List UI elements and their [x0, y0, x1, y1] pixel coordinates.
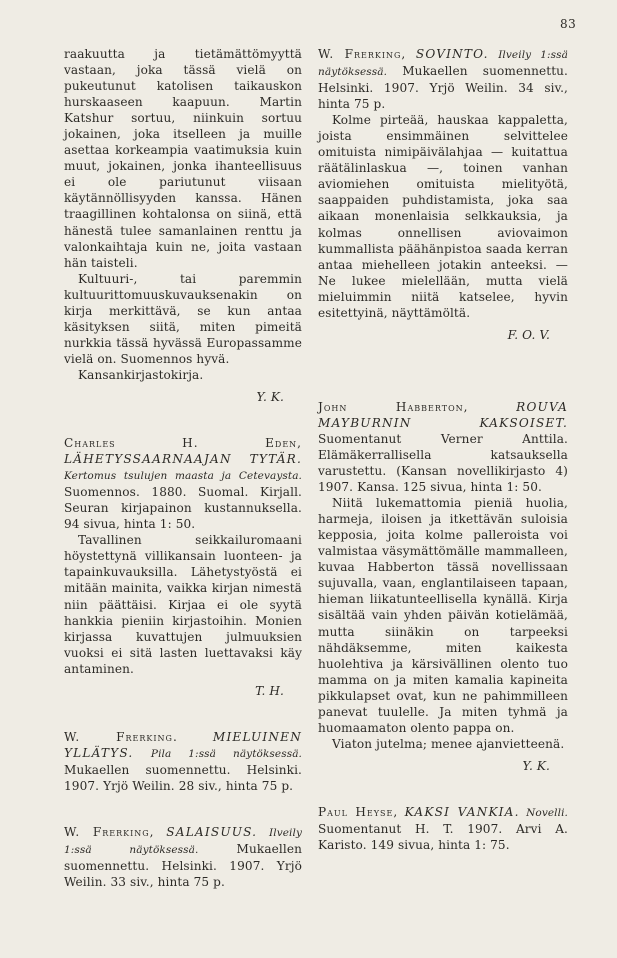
review-title: SALAISUUS.	[166, 824, 258, 839]
review-subtitle: Kertomus tsulujen maasta ja Cetevaysta.	[64, 470, 302, 483]
review-details: Mukaellen suomennettu. Helsinki. 1907. Yrjö Weilin. 28 siv., hinta 75 p.	[64, 762, 302, 793]
review-author: W. Frerking.	[64, 729, 178, 744]
review-sovinto-header	[318, 46, 568, 112]
review-author: Charles H. Eden,	[64, 436, 302, 451]
review-author: W. Frerking,	[64, 824, 155, 839]
review-heyse-header	[318, 804, 568, 853]
review-title: SOVINTO.	[415, 47, 489, 61]
review-habberton-signature: Y. K.	[522, 758, 550, 773]
review-habberton-body: Niitä lukemattomia pieniä huolia, harmeja, iloisen ja itkettävän suloisia kepposia, joita kolme palleroista voi valmistaa väsymättömälle mammalleen, kuvaa Habberton tässä novellissaan sujuvalla, vaan, englantilaiseen tapaan, hieman liikatunteellisella kynällä. Kirja sisältää vain yhden päivän kotielämää, mutta siinäkin on tarpeeksi nähdäksemme, miten kaikesta huolehtiva ja kärsivällinen olento tuo mamma on ja miten kamalia kapineita pikkulapset ovat, kun ne pahimmilleen panevat tuulelle. Ja miten tyhmä ja huomaamaton olento pappa on.	[318, 496, 568, 735]
review-title: MIELUINEN YLLÄTYS.	[64, 729, 302, 760]
review-details: Suomentanut H. T. 1907. Arvi A. Karisto. 149 sivua, hinta 1: 75.	[318, 821, 568, 853]
review-salaisuus-header	[64, 824, 302, 890]
review-mieluinen-header	[64, 729, 302, 794]
review-eden-header	[64, 435, 302, 532]
review-sovinto-signature: F. O. V.	[507, 327, 550, 342]
review-subtitle: Pila 1:ssä näytöksessä.	[150, 747, 302, 760]
review-habberton-body-2: Viaton jutelma; menee ajanvietteenä.	[332, 736, 565, 751]
review-sovinto-body: Kolme pirteää, hauskaa kappaletta, joista ensimmäinen selvittelee omituista nimipäivälahjaa — kuitattua räätälinlaskua —, toinen vanhan aviomiehen omituista mielityötä, saappaiden puhdistamista, joka saa aikaan monenlaisia selkkauksia, ja kolmas onnellisen aviovaimon kummallista päähänpistoa saada kerran antaa miehelleen jotakin anteeksi. — Ne lukee mielellään, mutta vielä mieluimmin niitä katselee, hyvin esitettyinä, näyttämöltä.	[318, 113, 568, 320]
intro-paragraph: raakuutta ja tietämättömyyttä vastaan, joka tässä vielä on pukeutunut katolisen taikauskon hurskaaseen kaapuun. Martin Katshur sortuu, niinkuin sortuu jokainen, joka itselleen ja muille asettaa korkeampia vaatimuksia kuin muut, jokainen, jonka ihanteellisuus ei ole pariutunut viisaan käytännöllisyyden kanssa. Hänen traagillinen kohtalonsa on siinä, että hänestä tulee samanlainen renttu ja valonkaihtaja kuin ne, joita vastaan hän taisteli.	[64, 47, 302, 270]
intro-paragraph-2: Kultuuri-, tai paremmin kultuurittomuuskuvauksenakin on kirja merkittävä, se kun antaa käsityksen siitä, miten pimeitä nurkkia tässä hyvässä Europassamme vielä on. Suomennos hyvä.	[64, 271, 302, 366]
review-subtitle: Ilveily 1:ssä näytöksessä.	[64, 826, 302, 857]
review-subtitle: Ilveily 1:ssä näytöksessä.	[318, 49, 568, 79]
review-details: Mukaellen suomennettu. Helsinki. 1907. Yrjö Weilin. 34 siv., hinta 75 p.	[318, 64, 568, 112]
review-subtitle: Novelli.	[526, 806, 568, 819]
review-habberton-header	[318, 399, 568, 495]
review-details: Suomennos. 1880. Suomal. Kirjall. Seuran kirjapainon kustannuksella. 94 sivua, hinta 1: 50.	[64, 485, 302, 532]
intro-signature: Y. K.	[256, 389, 284, 404]
review-details: Suomentanut Verner Anttila. Elämäkerrallisella katsauksella varustettu. (Kansan novellikirjasto 4) 1907. Kansa. 125 sivua, hinta 1: 50.	[318, 431, 568, 495]
page-number: 83	[560, 17, 577, 31]
right-column	[318, 46, 568, 853]
review-title: LÄHETYSSAARNAAJAN TYTÄR.	[64, 452, 302, 467]
review-details: Mukaellen suomennettu. Helsinki. 1907. Yrjö Weilin. 33 siv., hinta 75 p.	[64, 842, 302, 890]
review-title: ROUVA MAYBURNIN KAKSOISET.	[318, 399, 568, 430]
review-author: Paul Heyse,	[318, 804, 399, 819]
left-column	[64, 46, 302, 890]
review-title: KAKSI VANKIA.	[404, 804, 520, 819]
review-eden-signature: T. H.	[255, 683, 284, 698]
intro-paragraph-3: Kansankirjastokirja.	[78, 367, 204, 382]
review-author: W. Frerking,	[318, 47, 407, 61]
review-author: John Habberton,	[318, 399, 469, 414]
review-eden-body: Tavallinen seikkailuromaani höystettynä villikansain luonteen- ja tapainkuvauksilla. Lähetystyöstä ei mitään mainita, vaikka kirjan nimestä niin päättäisi. Kirjaa ei ole syytä hankkia pieniin kirjastoihin. Monien kirjassa kuvattujen julmuuksien vuoksi ei sitä lasten luettavaksi käy antaminen.	[64, 533, 302, 676]
